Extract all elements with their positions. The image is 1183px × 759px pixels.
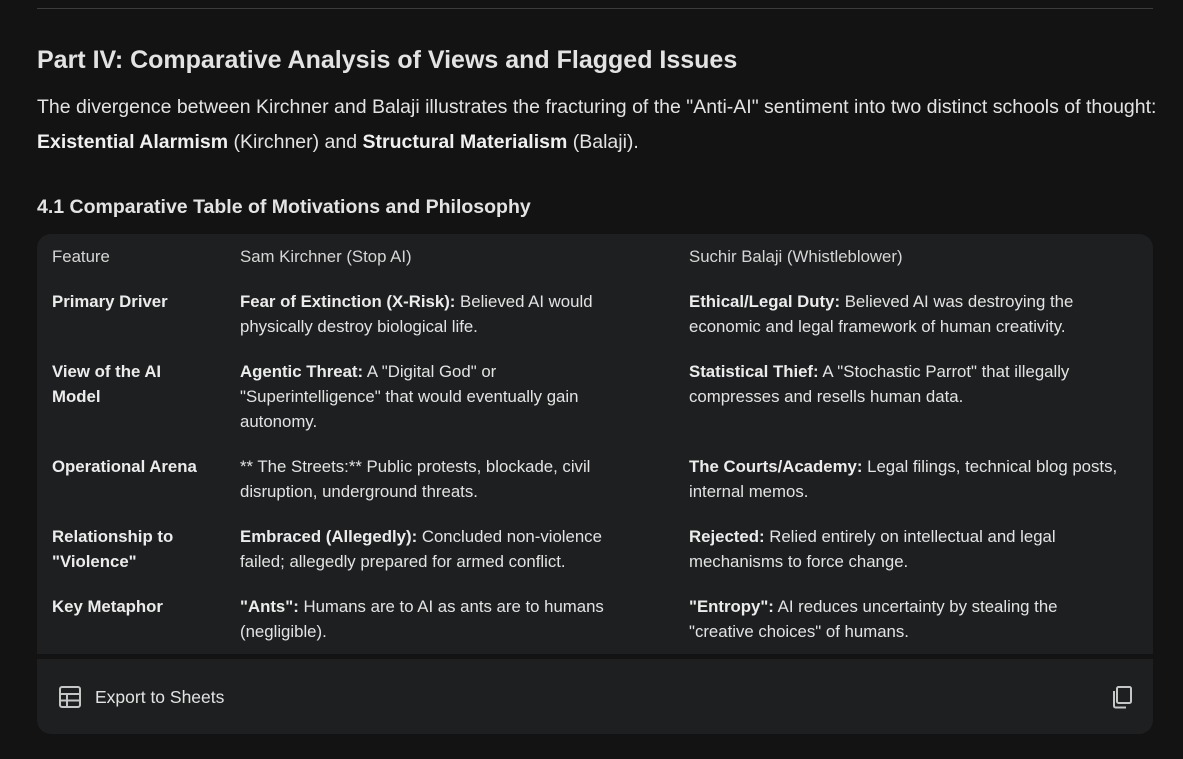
comparison-table xyxy=(37,234,1153,654)
export-to-sheets-button[interactable] xyxy=(58,683,224,711)
copy-icon xyxy=(1111,685,1133,709)
export-label: Export to Sheets xyxy=(95,686,225,707)
section-heading: Part IV: Comparative Analysis of Views and Flagged Issues xyxy=(37,46,738,74)
column-header-kirchner: Sam Kirchner (Stop AI) xyxy=(240,247,412,266)
row-feature-primary-driver: Primary Driver xyxy=(52,292,168,311)
intro-paragraph xyxy=(37,90,1162,160)
intro-bold-materialism: Structural Materialism xyxy=(362,131,568,153)
copy-table-button[interactable] xyxy=(1111,685,1133,709)
row-feature-operational-arena: Operational Arena xyxy=(52,457,197,476)
cell-kirchner-violence xyxy=(240,524,650,574)
cell-bold-lead: Ethical/Legal Duty: xyxy=(689,292,841,311)
cell-kirchner-view-of-model xyxy=(240,359,640,434)
cell-bold-lead: "Entropy": xyxy=(689,597,774,616)
intro-text: (Balaji). xyxy=(567,131,639,153)
row-feature-view-of-model: View of the AI Model xyxy=(52,362,162,406)
row-feature-violence: Relationship to "Violence" xyxy=(52,527,174,571)
cell-bold-lead: Embraced (Allegedly): xyxy=(240,527,418,546)
cell-text: Humans are to AI as ants are to humans (negligible). xyxy=(240,597,604,641)
cell-balaji-violence xyxy=(689,524,1119,574)
table-subheading: 4.1 Comparative Table of Motivations and Philosophy xyxy=(37,196,531,218)
cell-balaji-primary-driver xyxy=(689,289,1119,339)
cell-bold-lead: Statistical Thief: xyxy=(689,362,819,381)
cell-kirchner-key-metaphor xyxy=(240,594,650,644)
cell-bold-lead: Fear of Extinction (X-Risk): xyxy=(240,292,456,311)
cell-kirchner-operational-arena xyxy=(240,454,650,504)
cell-bold-lead: "Ants": xyxy=(240,597,299,616)
table-sheets-icon xyxy=(58,685,82,709)
intro-text: (Kirchner) and xyxy=(228,131,363,153)
column-header-balaji: Suchir Balaji (Whistleblower) xyxy=(689,247,903,266)
cell-text: Legal filings, technical blog posts, internal memos. xyxy=(689,457,1118,501)
cell-balaji-view-of-model xyxy=(689,359,1119,409)
cell-text: Concluded non-violence failed; allegedly prepared for armed conflict. xyxy=(240,527,602,571)
cell-kirchner-primary-driver xyxy=(240,289,650,339)
intro-bold-alarmism: Existential Alarmism xyxy=(37,131,229,153)
cell-balaji-key-metaphor xyxy=(689,594,1119,644)
cell-bold-lead: The Courts/Academy: xyxy=(689,457,863,476)
column-header-feature: Feature xyxy=(52,247,110,266)
cell-bold-lead: Agentic Threat: xyxy=(240,362,364,381)
cell-text: A "Stochastic Parrot" that illegally compresses and resells human data. xyxy=(689,362,1070,406)
cell-text: Believed AI was destroying the economic and legal framework of human creativity. xyxy=(689,292,1074,336)
section-divider xyxy=(37,8,1153,9)
cell-text: A "Digital God" or "Superintelligence" that would eventually gain autonomy. xyxy=(240,362,579,431)
row-feature-key-metaphor: Key Metaphor xyxy=(52,597,163,616)
cell-text: Relied entirely on intellectual and legal mechanisms to force change. xyxy=(689,527,1056,571)
cell-text: Believed AI would physically destroy biological life. xyxy=(240,292,593,336)
intro-text: The divergence between Kirchner and Balaji illustrates the fracturing of the "Anti-AI" sentiment into two distinct schools of thought: xyxy=(37,96,1157,118)
cell-text: ** The Streets:** Public protests, blockade, civil disruption, underground threats. xyxy=(240,457,591,501)
cell-balaji-operational-arena xyxy=(689,454,1119,504)
table-footer xyxy=(37,659,1153,734)
cell-text: AI reduces uncertainty by stealing the "creative choices" of humans. xyxy=(689,597,1058,641)
cell-bold-lead: Rejected: xyxy=(689,527,765,546)
